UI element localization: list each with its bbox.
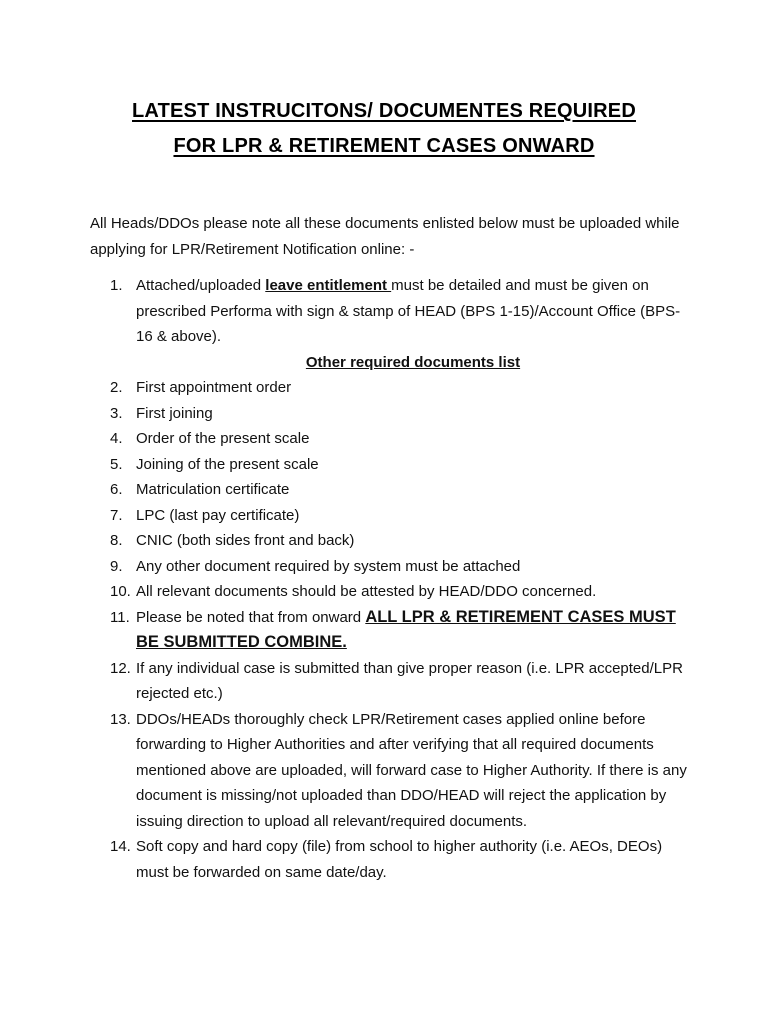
list-item-text: Matriculation certificate xyxy=(136,481,290,498)
list-item-2 xyxy=(90,375,690,401)
list-item-text: First appointment order xyxy=(136,379,292,396)
list-item-text: All relevant documents should be attested by HEAD/DDO concerned. xyxy=(136,583,597,600)
list-item-text-before: Please be noted that from onward xyxy=(136,608,366,626)
list-item-number: 11. xyxy=(110,608,130,626)
list-item-number: 6. xyxy=(110,481,123,498)
list-item-11 xyxy=(90,605,690,656)
list-item-12 xyxy=(90,656,690,707)
list-item-text: If any individual case is submitted than give proper reason (i.e. LPR accepted/LPR rejected etc.) xyxy=(136,659,683,702)
list-item-text: Joining of the present scale xyxy=(136,455,319,473)
list-item-number: 9. xyxy=(110,557,123,575)
list-item-text-after: must be detailed and must be given on prescribed Performa with sign & stamp of HEAD (BPS 1-15)/Account Office (BPS-16 & above). xyxy=(136,277,681,345)
list-item-text: CNIC (both sides front and back) xyxy=(136,532,355,549)
list-item-text: Any other document required by system must be attached xyxy=(136,557,521,575)
list-item-number: 4. xyxy=(110,430,123,447)
list-item-number: 7. xyxy=(110,506,123,524)
list-item-1 xyxy=(90,273,690,350)
document-title xyxy=(0,94,768,164)
list-item-text: First joining xyxy=(136,404,213,422)
list-item-text: DDOs/HEADs thoroughly check LPR/Retirement cases applied online before forwarding to Higher Authorities and after verifying that all required documents mentioned above are uploaded, will forward case to Higher Authority. If there is any document is missing/not uploaded than DDO/HEAD will reject the application by issuing direction to upload all relevant/required documents. xyxy=(136,710,687,830)
title-line-1: LATEST INSTRUCITONS/ DOCUMENTES REQUIRED xyxy=(132,100,636,122)
list-item-14 xyxy=(90,834,690,885)
list-item-6 xyxy=(90,477,690,503)
other-documents-subheading: Other required documents list xyxy=(305,353,521,371)
list-item-number: 13. xyxy=(110,710,131,728)
intro-paragraph: All Heads/DDOs please note all these documents enlisted below must be uploaded while applying for LPR/Retirement Notification online: - xyxy=(90,215,680,258)
list-item-number: 10. xyxy=(110,583,131,600)
list-item-4 xyxy=(90,426,690,452)
requirements-list xyxy=(90,273,690,885)
list-item-text-before: Attached/uploaded xyxy=(136,277,266,294)
list-item-3 xyxy=(90,401,690,427)
list-item-number: 5. xyxy=(110,455,123,473)
list-item-number: 1. xyxy=(110,277,123,294)
list-item-13 xyxy=(90,707,690,835)
list-item-8 xyxy=(90,528,690,554)
list-item-text: Soft copy and hard copy (file) from school to higher authority (i.e. AEOs, DEOs) must be forwarded on same date/day. xyxy=(136,838,663,881)
list-item-number: 14. xyxy=(110,838,131,855)
list-item-number: 2. xyxy=(110,379,123,396)
list-item-text: Order of the present scale xyxy=(136,430,310,447)
list-item-number: 12. xyxy=(110,659,131,677)
list-item-9 xyxy=(90,554,690,580)
title-line-2: FOR LPR & RETIREMENT CASES ONWARD xyxy=(173,135,595,157)
list-item-number: 3. xyxy=(110,404,123,422)
list-item-7 xyxy=(90,503,690,529)
combined-submission-emphasis: ALL LPR & RETIREMENT CASES MUST BE SUBMITTED COMBINE. xyxy=(136,607,676,651)
list-item-5 xyxy=(90,452,690,478)
leave-entitlement-emphasis: leave entitlement xyxy=(265,277,392,294)
list-item-text: LPC (last pay certificate) xyxy=(136,506,300,524)
list-item-10 xyxy=(90,579,690,605)
list-item-number: 8. xyxy=(110,532,123,549)
